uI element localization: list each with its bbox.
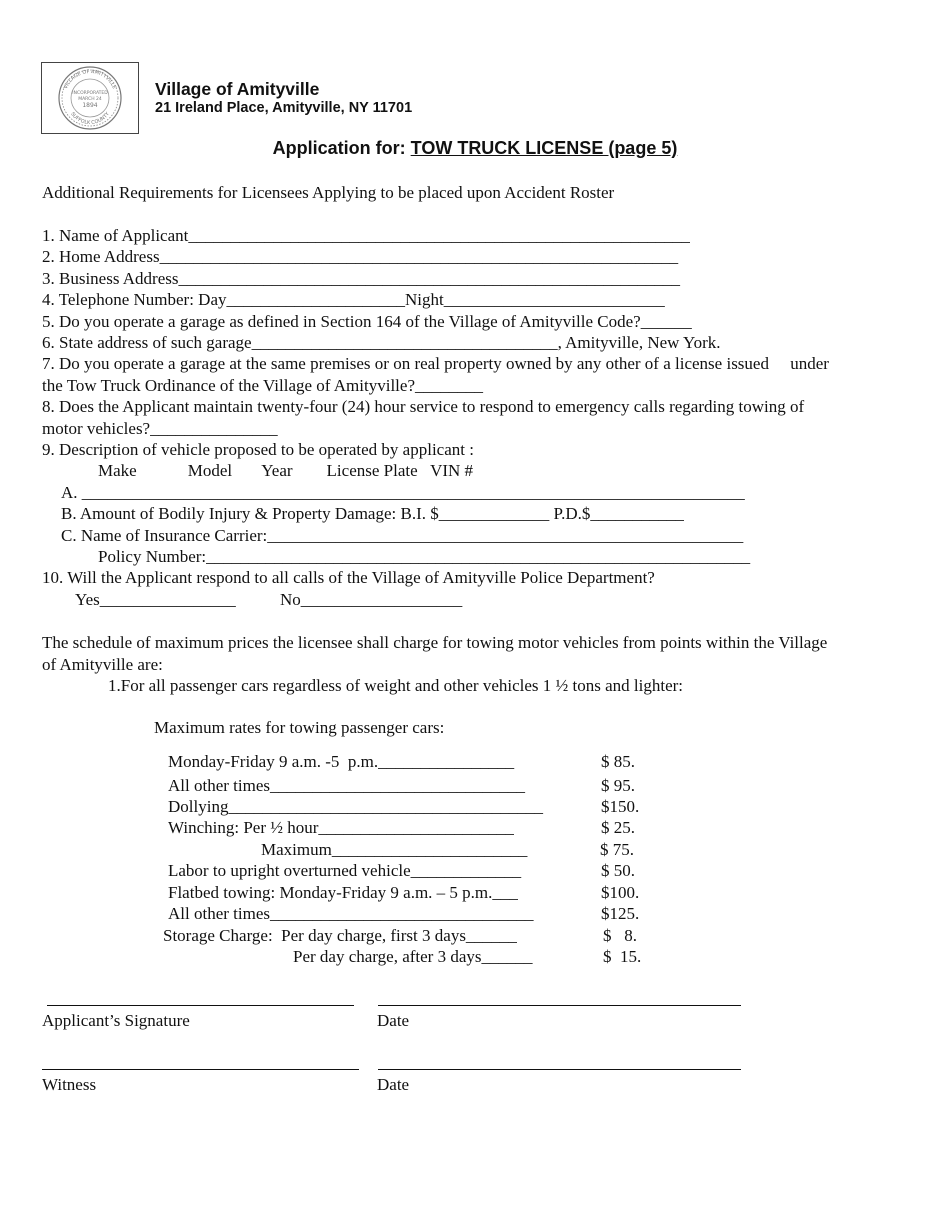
rate-label: Flatbed towing: Monday-Friday 9 a.m. – 5 p.m.___ bbox=[168, 883, 518, 902]
svg-text:INCORPORATED: INCORPORATED bbox=[72, 91, 108, 96]
q9-vehicle-description: 9. Description of vehicle proposed to be operated by applicant : bbox=[42, 440, 474, 459]
rate-label: Labor to upright overturned vehicle_____________ bbox=[168, 861, 522, 880]
q10-police-calls: 10. Will the Applicant respond to all calls of the Village of Amityville Police Department? bbox=[42, 568, 655, 587]
vehicle-line-b-insurance-amount[interactable]: B. Amount of Bodily Injury & Property Damage: B.I. $_____________ P.D.$___________ bbox=[61, 504, 684, 523]
vehicle-line-c-insurance-carrier[interactable]: C. Name of Insurance Carrier:________________________________________________________ bbox=[61, 526, 744, 545]
q5-operate-garage[interactable]: 5. Do you operate a garage as defined in Section 164 of the Village of Amityville Code?______ bbox=[42, 312, 692, 331]
rate-price: $ 85. bbox=[601, 752, 635, 771]
witness-signature-line[interactable] bbox=[42, 1069, 359, 1070]
rate-label: Maximum_______________________ bbox=[261, 840, 528, 859]
q3-business-address[interactable]: 3. Business Address___________________________________________________________ bbox=[42, 269, 680, 288]
applicant-date-line[interactable] bbox=[378, 1005, 741, 1006]
q1-name-of-applicant[interactable]: 1. Name of Applicant___________________________________________________________ bbox=[42, 226, 690, 245]
village-seal-graphic bbox=[42, 63, 138, 133]
rate-price: $125. bbox=[601, 904, 640, 923]
applicant-signature-line[interactable] bbox=[47, 1005, 354, 1006]
q6-garage-address[interactable]: 6. State address of such garage____________________________________, Amityville, New York. bbox=[42, 333, 721, 352]
schedule-para-line2: of Amityville are: bbox=[42, 655, 163, 674]
org-address: 21 Ireland Place, Amityville, NY 11701 bbox=[155, 100, 413, 116]
rate-price: $ 50. bbox=[601, 861, 635, 880]
q2-home-address[interactable]: 2. Home Address_____________________________________________________________ bbox=[42, 247, 679, 266]
rate-label: Per day charge, after 3 days______ bbox=[293, 947, 533, 966]
witness-date-line[interactable] bbox=[378, 1069, 741, 1070]
q10-yes-field[interactable]: Yes________________ bbox=[75, 590, 236, 609]
rates-heading: Maximum rates for towing passenger cars: bbox=[154, 718, 445, 737]
schedule-para-line1: The schedule of maximum prices the licensee shall charge for towing motor vehicles from points within the Village bbox=[42, 633, 828, 652]
applicant-date-label: Date bbox=[377, 1011, 410, 1030]
q8-line1: 8. Does the Applicant maintain twenty-four (24) hour service to respond to emergency calls regarding towing of bbox=[42, 397, 805, 416]
title-prefix: Application for: bbox=[272, 138, 411, 158]
q7-line1: 7. Do you operate a garage at the same premises or on real property owned by any other of a license issued under bbox=[42, 354, 829, 373]
rate-price: $ 75. bbox=[600, 840, 634, 859]
rate-label: Winching: Per ½ hour_______________________ bbox=[168, 818, 514, 837]
applicant-signature-label: Applicant’s Signature bbox=[42, 1011, 190, 1030]
rate-price: $ 25. bbox=[601, 818, 635, 837]
rate-price: $150. bbox=[601, 797, 640, 816]
rate-label: Monday-Friday 9 a.m. -5 p.m.________________ bbox=[168, 752, 515, 771]
rate-price: $ 15. bbox=[603, 947, 642, 966]
rate-label: Storage Charge: Per day charge, first 3 days______ bbox=[163, 926, 517, 945]
q8-line2[interactable]: motor vehicles?_______________ bbox=[42, 419, 278, 438]
vehicle-columns: Make Model Year License Plate VIN # bbox=[98, 461, 474, 480]
q10-no-field[interactable]: No___________________ bbox=[280, 590, 463, 609]
q4-telephone-number[interactable]: 4. Telephone Number: Day_____________________Night__________________________ bbox=[42, 290, 665, 309]
q7-line2[interactable]: the Tow Truck Ordinance of the Village of Amityville?________ bbox=[42, 376, 483, 395]
svg-text:VILLAGE OF AMITYVILLE: VILLAGE OF AMITYVILLE bbox=[62, 68, 118, 90]
rate-label: All other times_______________________________ bbox=[168, 904, 534, 923]
witness-date-label: Date bbox=[377, 1075, 410, 1094]
page-title bbox=[0, 138, 950, 159]
village-seal bbox=[41, 62, 139, 134]
form-name: TOW TRUCK LICENSE (page 5) bbox=[410, 138, 678, 158]
intro-text: Additional Requirements for Licensees Applying to be placed upon Accident Roster bbox=[42, 183, 615, 202]
org-name: Village of Amityville bbox=[155, 79, 320, 99]
rate-label: All other times______________________________ bbox=[168, 776, 525, 795]
policy-number-field[interactable]: Policy Number:________________________________________________________________ bbox=[98, 547, 751, 566]
svg-text:SUFFOLK COUNTY: SUFFOLK COUNTY bbox=[69, 111, 111, 127]
svg-text:1894: 1894 bbox=[82, 102, 98, 109]
rate-price: $100. bbox=[601, 883, 640, 902]
witness-label: Witness bbox=[42, 1075, 97, 1094]
svg-text:MARCH 24: MARCH 24 bbox=[78, 97, 102, 102]
schedule-item-1: 1.For all passenger cars regardless of weight and other vehicles 1 ½ tons and lighter: bbox=[108, 676, 684, 695]
rate-price: $ 95. bbox=[601, 776, 635, 795]
rate-price: $ 8. bbox=[603, 926, 637, 945]
rate-label: Dollying_____________________________________ bbox=[168, 797, 543, 816]
vehicle-line-a[interactable]: A. ______________________________________________________________________________ bbox=[61, 483, 745, 502]
